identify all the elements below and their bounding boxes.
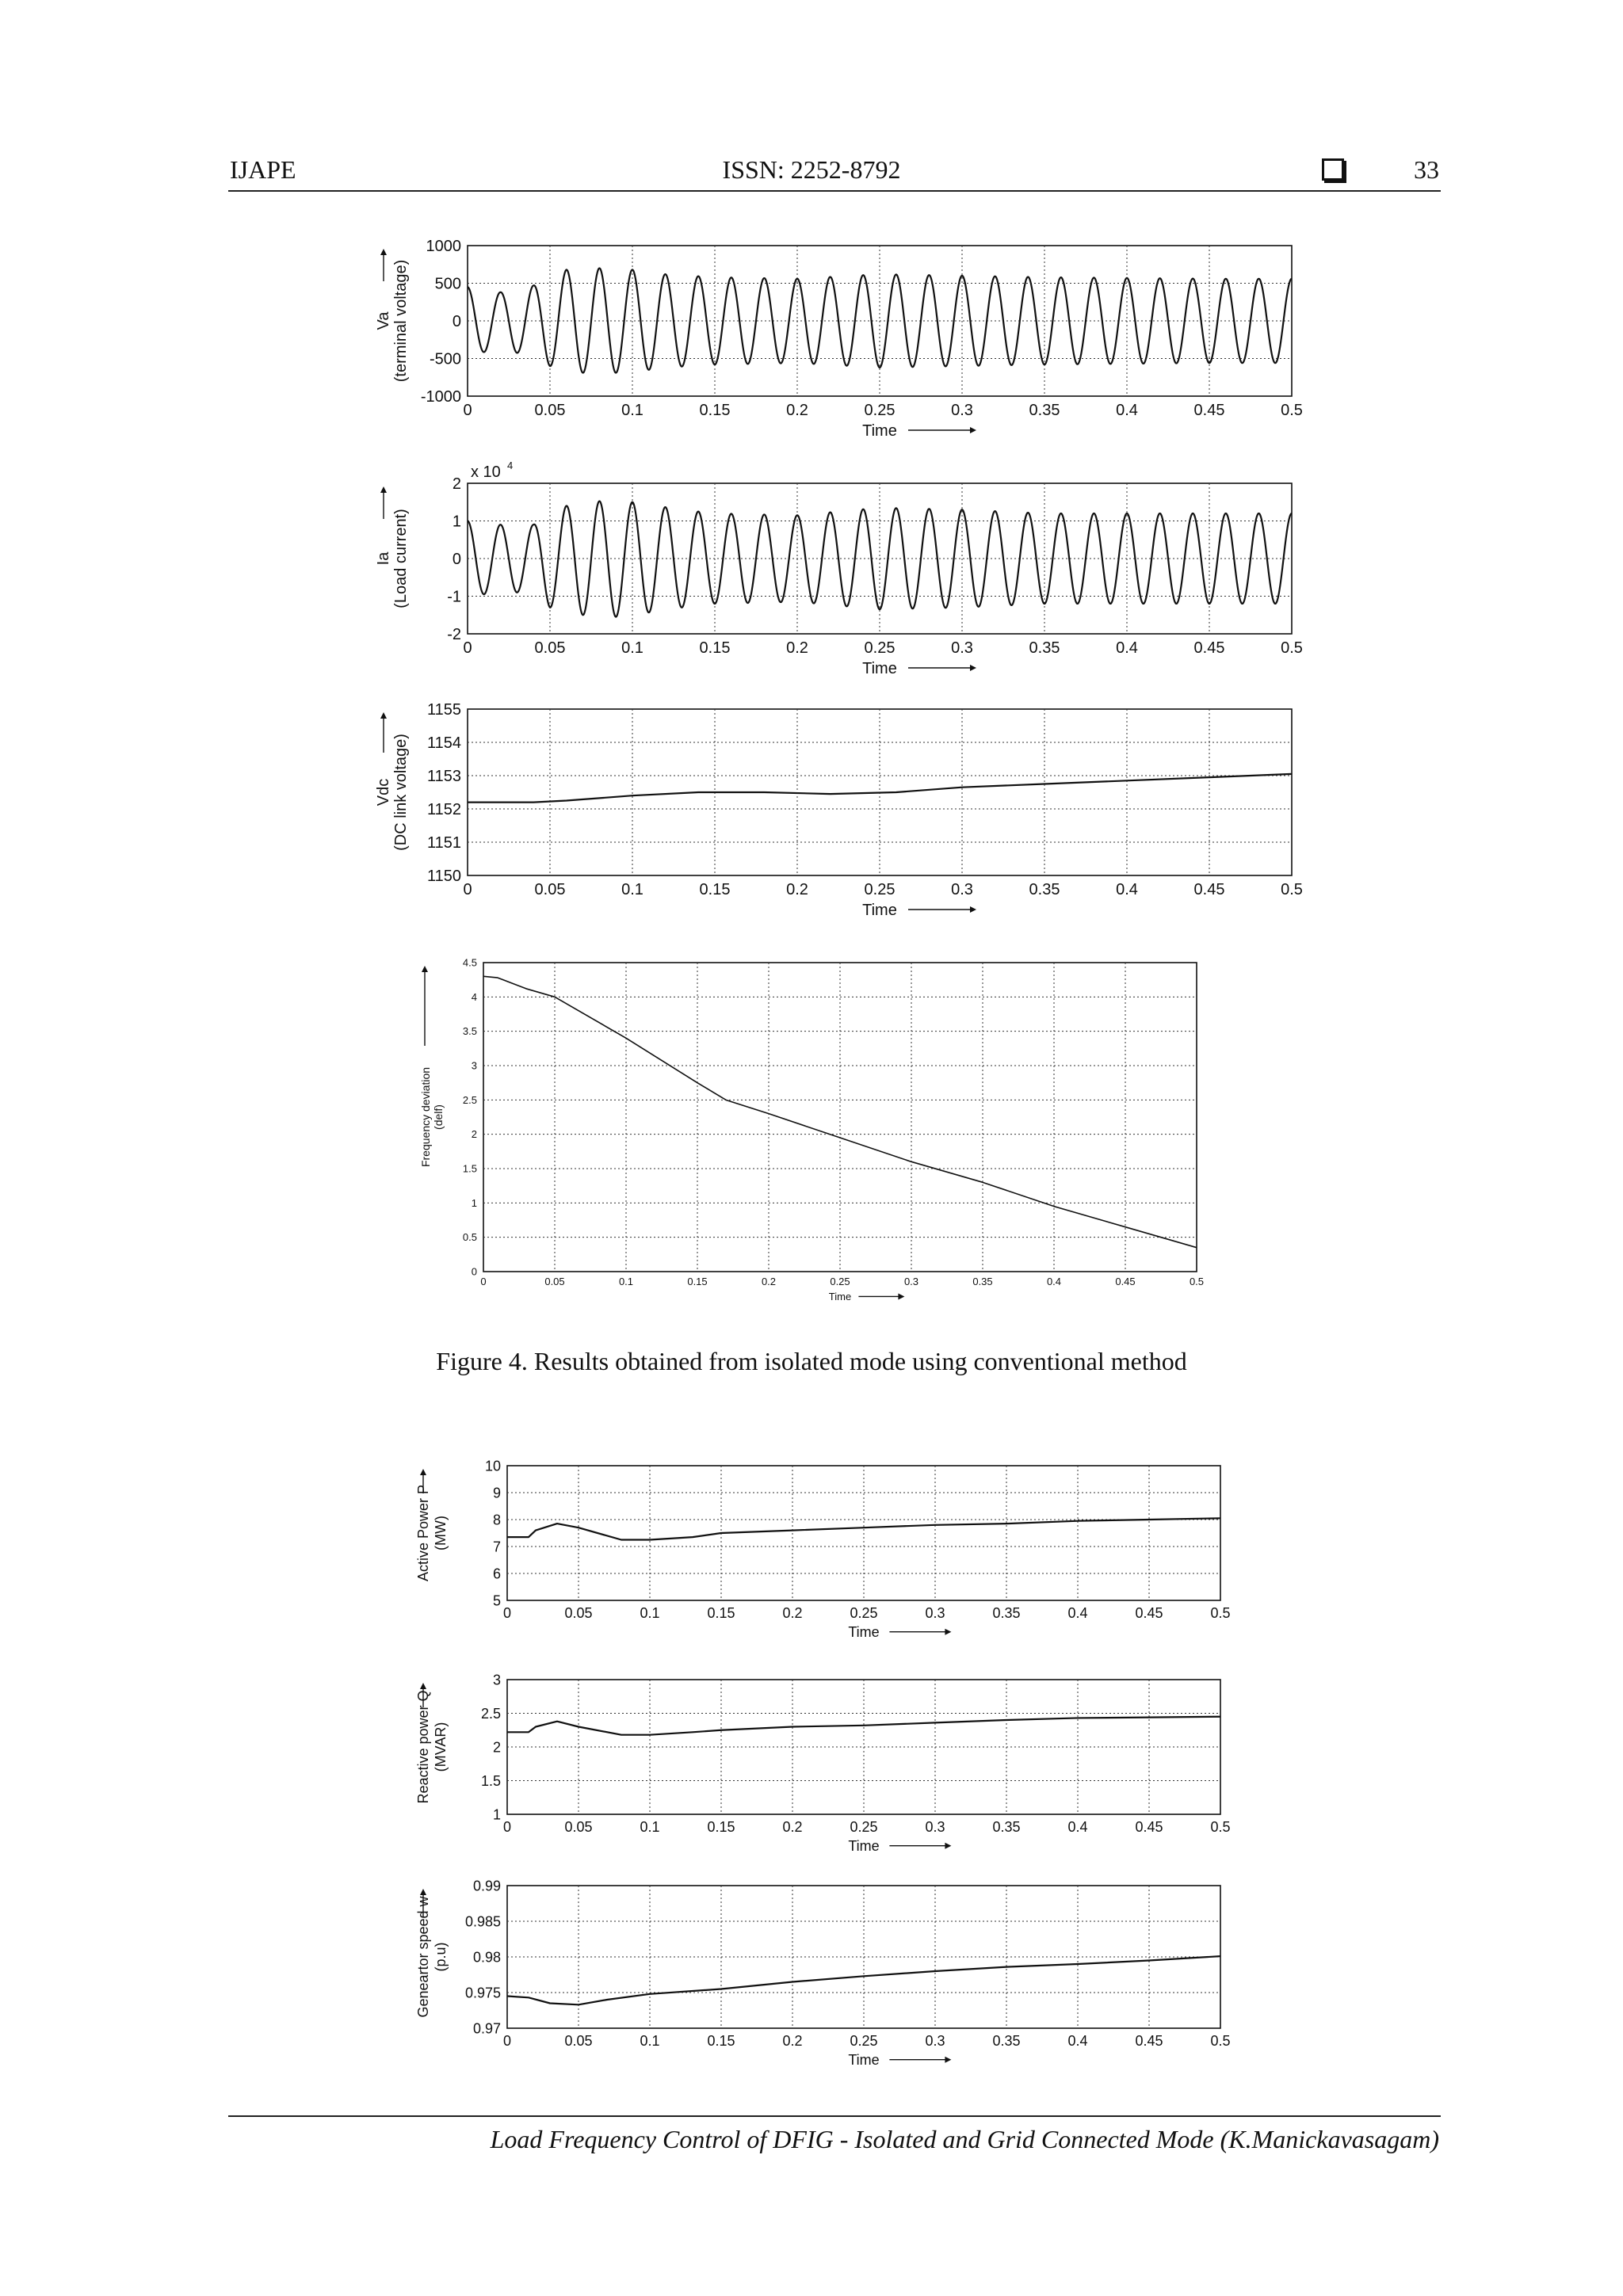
y-tick-label: 5 <box>492 1592 501 1609</box>
journal-name: IJAPE <box>230 155 296 184</box>
y-tick-label: 500 <box>434 275 461 293</box>
y-axis-label-unit: (p.u) <box>433 1942 449 1972</box>
x-tick-label: 0.25 <box>864 639 896 657</box>
x-tick-label: 0.5 <box>1281 402 1303 419</box>
y-axis-label-unit: (delf) <box>432 1104 445 1130</box>
y-tick-label: 1 <box>492 1806 501 1823</box>
x-tick-label: 0.4 <box>1116 639 1138 657</box>
y-tick-label: 3 <box>492 1672 501 1688</box>
x-tick-label: 0 <box>463 881 472 898</box>
x-axis-arrowhead <box>970 906 976 913</box>
y-tick-label: 6 <box>492 1566 501 1582</box>
x-tick-label: 0 <box>480 1276 487 1287</box>
chart-reactive-power <box>380 1672 1231 1862</box>
x-tick-label: 0.5 <box>1210 1819 1231 1835</box>
x-axis-label: Time <box>828 1291 852 1302</box>
page-number: 33 <box>1414 155 1439 184</box>
x-axis-arrowhead <box>945 1843 951 1849</box>
y-tick-label: 1000 <box>426 238 461 255</box>
x-tick-label: 0.15 <box>707 1605 735 1621</box>
x-tick-label: 0 <box>502 1605 512 1621</box>
chart-va <box>357 238 1363 444</box>
x-tick-label: 0.4 <box>1067 1605 1088 1621</box>
x-tick-label: 0.05 <box>564 1819 593 1835</box>
y-axis-arrowhead <box>420 1889 426 1895</box>
x-axis-arrowhead <box>970 427 976 433</box>
x-tick-label: 0.2 <box>782 1819 803 1835</box>
footer-text: Load Frequency Control of DFIG - Isolated and Grid Connected Mode (K.Manickavasagam) <box>490 2125 1439 2153</box>
y-tick-label: 0 <box>452 551 461 568</box>
footer-rule <box>228 2115 1441 2117</box>
x-tick-label: 0.2 <box>782 1605 803 1621</box>
x-tick-label: 0 <box>502 1819 512 1835</box>
x-tick-label: 0.5 <box>1210 2033 1231 2049</box>
axis-multiplier: x 10 <box>471 463 501 481</box>
x-tick-label: 0.35 <box>992 1819 1021 1835</box>
x-tick-label: 0.1 <box>640 1819 660 1835</box>
x-tick-label: 0.1 <box>618 1276 634 1287</box>
y-tick-label: 1.5 <box>462 1162 477 1175</box>
y-axis-label-unit: (DC link voltage) <box>392 734 410 851</box>
x-tick-label: 0.45 <box>1193 402 1225 419</box>
y-tick-label: 8 <box>492 1512 501 1528</box>
x-tick-label: 0.3 <box>951 402 973 419</box>
y-axis-label: Vdc <box>375 778 392 807</box>
chart-generator-speed <box>380 1878 1231 2076</box>
x-tick-label: 0.3 <box>903 1276 919 1287</box>
x-tick-label: 0.45 <box>1135 1605 1163 1621</box>
x-tick-label: 0.45 <box>1115 1276 1136 1287</box>
y-tick-label: -1000 <box>420 388 461 406</box>
x-tick-label: 0 <box>502 2033 512 2049</box>
y-tick-label: -1 <box>447 588 461 606</box>
x-tick-label: 0.35 <box>992 1605 1021 1621</box>
y-tick-label: 3.5 <box>462 1025 477 1038</box>
y-tick-label: 0.97 <box>472 2020 501 2037</box>
y-tick-label: 1152 <box>426 801 461 818</box>
x-tick-label: 0.35 <box>972 1276 993 1287</box>
y-tick-label: 0 <box>452 313 461 330</box>
x-tick-label: 0 <box>463 639 472 657</box>
y-tick-label: 0.5 <box>462 1231 477 1244</box>
x-axis-label: Time <box>862 422 897 440</box>
x-tick-label: 0.2 <box>786 639 808 657</box>
y-axis-label-unit: (MVAR) <box>433 1722 449 1772</box>
y-tick-label: 7 <box>492 1539 501 1555</box>
y-tick-label: 1 <box>471 1196 477 1209</box>
y-tick-label: 2 <box>452 475 461 493</box>
y-tick-label: 2.5 <box>480 1705 501 1722</box>
x-tick-label: 0.3 <box>925 1605 945 1621</box>
x-axis-arrowhead <box>970 665 976 671</box>
y-tick-label: 0.975 <box>464 1985 501 2001</box>
y-axis-label-unit: (terminal voltage) <box>392 259 410 383</box>
y-tick-label: -2 <box>447 626 461 643</box>
x-tick-label: 0.35 <box>1029 639 1060 657</box>
x-axis-label: Time <box>848 1624 880 1640</box>
x-axis-arrowhead <box>945 1629 951 1635</box>
y-tick-label: 0.98 <box>472 1949 501 1966</box>
y-tick-label: 1150 <box>426 868 461 885</box>
y-tick-label: 0 <box>471 1265 477 1278</box>
y-tick-label: 4.5 <box>462 956 477 969</box>
y-axis-arrowhead <box>420 1469 426 1475</box>
y-axis-arrowhead <box>380 249 387 255</box>
x-tick-label: 0.1 <box>621 639 643 657</box>
x-tick-label: 0.15 <box>699 402 731 419</box>
chart-ia <box>357 460 1363 681</box>
issn: ISSN: 2252-8792 <box>722 155 901 184</box>
y-axis-arrowhead <box>420 1683 426 1689</box>
x-axis-arrowhead <box>898 1293 904 1299</box>
y-tick-label: 3 <box>471 1059 477 1072</box>
axis-multiplier-exponent: 4 <box>507 460 514 471</box>
y-tick-label: 2 <box>471 1128 477 1141</box>
x-tick-label: 0.4 <box>1046 1276 1062 1287</box>
y-tick-label: 2.5 <box>462 1093 477 1106</box>
x-tick-label: 0.25 <box>864 402 896 419</box>
y-axis-label: Active Power P <box>415 1484 431 1582</box>
x-tick-label: 0.05 <box>564 2033 593 2049</box>
y-tick-label: -500 <box>429 350 461 368</box>
y-tick-label: 1154 <box>426 734 461 752</box>
x-tick-label: 0.25 <box>864 881 896 898</box>
y-tick-label: 1 <box>452 513 461 531</box>
y-axis-arrowhead <box>380 712 387 719</box>
x-tick-label: 0.4 <box>1067 1819 1088 1835</box>
y-axis-label: Ia <box>375 551 392 566</box>
y-axis-arrowhead <box>422 966 428 972</box>
x-tick-label: 0.3 <box>951 639 973 657</box>
x-tick-label: 0.5 <box>1281 881 1303 898</box>
x-tick-label: 0.4 <box>1116 402 1138 419</box>
x-tick-label: 0.05 <box>534 881 566 898</box>
x-tick-label: 0.2 <box>786 402 808 419</box>
y-tick-label: 1155 <box>426 701 461 719</box>
x-tick-label: 0.05 <box>534 402 566 419</box>
x-tick-label: 0.35 <box>992 2033 1021 2049</box>
x-tick-label: 0.1 <box>640 1605 660 1621</box>
y-axis-arrowhead <box>380 486 387 493</box>
x-tick-label: 0.1 <box>621 402 643 419</box>
x-tick-label: 0.1 <box>640 2033 660 2049</box>
y-axis-label-unit: (Load current) <box>392 509 410 608</box>
x-tick-label: 0.45 <box>1135 2033 1163 2049</box>
x-tick-label: 0.25 <box>850 2033 878 2049</box>
x-tick-label: 0.1 <box>621 881 643 898</box>
x-tick-label: 0.35 <box>1029 881 1060 898</box>
x-tick-label: 0.15 <box>699 639 731 657</box>
x-tick-label: 0.4 <box>1067 2033 1088 2049</box>
y-tick-label: 1151 <box>426 834 461 852</box>
y-axis-label: Frequency deviation <box>419 1066 432 1168</box>
x-tick-label: 0.4 <box>1116 881 1138 898</box>
x-tick-label: 0.2 <box>782 2033 803 2049</box>
y-tick-label: 0.985 <box>464 1913 501 1930</box>
x-tick-label: 0.15 <box>707 1819 735 1835</box>
x-axis-label: Time <box>848 1838 880 1854</box>
x-tick-label: 0.45 <box>1135 1819 1163 1835</box>
x-tick-label: 0.15 <box>687 1276 708 1287</box>
x-tick-label: 0.05 <box>534 639 566 657</box>
chart-vdc <box>357 701 1363 923</box>
x-axis-label: Time <box>862 660 897 677</box>
x-tick-label: 0.45 <box>1193 639 1225 657</box>
y-axis-label-unit: (MW) <box>433 1516 449 1550</box>
y-axis-label: Geneartor speed w <box>415 1896 431 2018</box>
x-tick-label: 0.5 <box>1210 1605 1231 1621</box>
x-tick-label: 0.05 <box>564 1605 593 1621</box>
x-tick-label: 0.3 <box>925 2033 945 2049</box>
x-axis-arrowhead <box>945 2057 951 2063</box>
x-tick-label: 0.05 <box>544 1276 565 1287</box>
x-tick-label: 0.5 <box>1189 1276 1205 1287</box>
y-tick-label: 1.5 <box>480 1772 501 1789</box>
x-tick-label: 0.3 <box>925 1819 945 1835</box>
x-tick-label: 0 <box>463 402 472 419</box>
chart-active-power <box>380 1458 1231 1648</box>
y-tick-label: 10 <box>484 1458 501 1474</box>
x-axis-label: Time <box>862 902 897 919</box>
figure-caption: Figure 4. Results obtained from isolated mode using conventional method <box>436 1347 1187 1375</box>
y-tick-label: 2 <box>492 1739 501 1756</box>
y-tick-label: 0.99 <box>472 1878 501 1894</box>
chart-frequency-deviation <box>380 955 1220 1319</box>
x-tick-label: 0.15 <box>707 2033 735 2049</box>
y-tick-label: 9 <box>492 1485 501 1501</box>
x-tick-label: 0.5 <box>1281 639 1303 657</box>
x-tick-label: 0.25 <box>850 1819 878 1835</box>
x-tick-label: 0.25 <box>830 1276 850 1287</box>
x-tick-label: 0.35 <box>1029 402 1060 419</box>
y-tick-label: 4 <box>471 990 477 1003</box>
x-tick-label: 0.3 <box>951 881 973 898</box>
x-tick-label: 0.15 <box>699 881 731 898</box>
x-axis-label: Time <box>848 2052 880 2068</box>
box-icon <box>1322 158 1344 181</box>
x-tick-label: 0.2 <box>761 1276 777 1287</box>
x-tick-label: 0.45 <box>1193 881 1225 898</box>
y-axis-label: Reactive power Q <box>415 1690 431 1804</box>
x-tick-label: 0.25 <box>850 1605 878 1621</box>
y-axis-label: Va <box>375 311 392 330</box>
y-tick-label: 1153 <box>426 768 461 785</box>
x-tick-label: 0.2 <box>786 881 808 898</box>
header-rule <box>228 190 1441 192</box>
